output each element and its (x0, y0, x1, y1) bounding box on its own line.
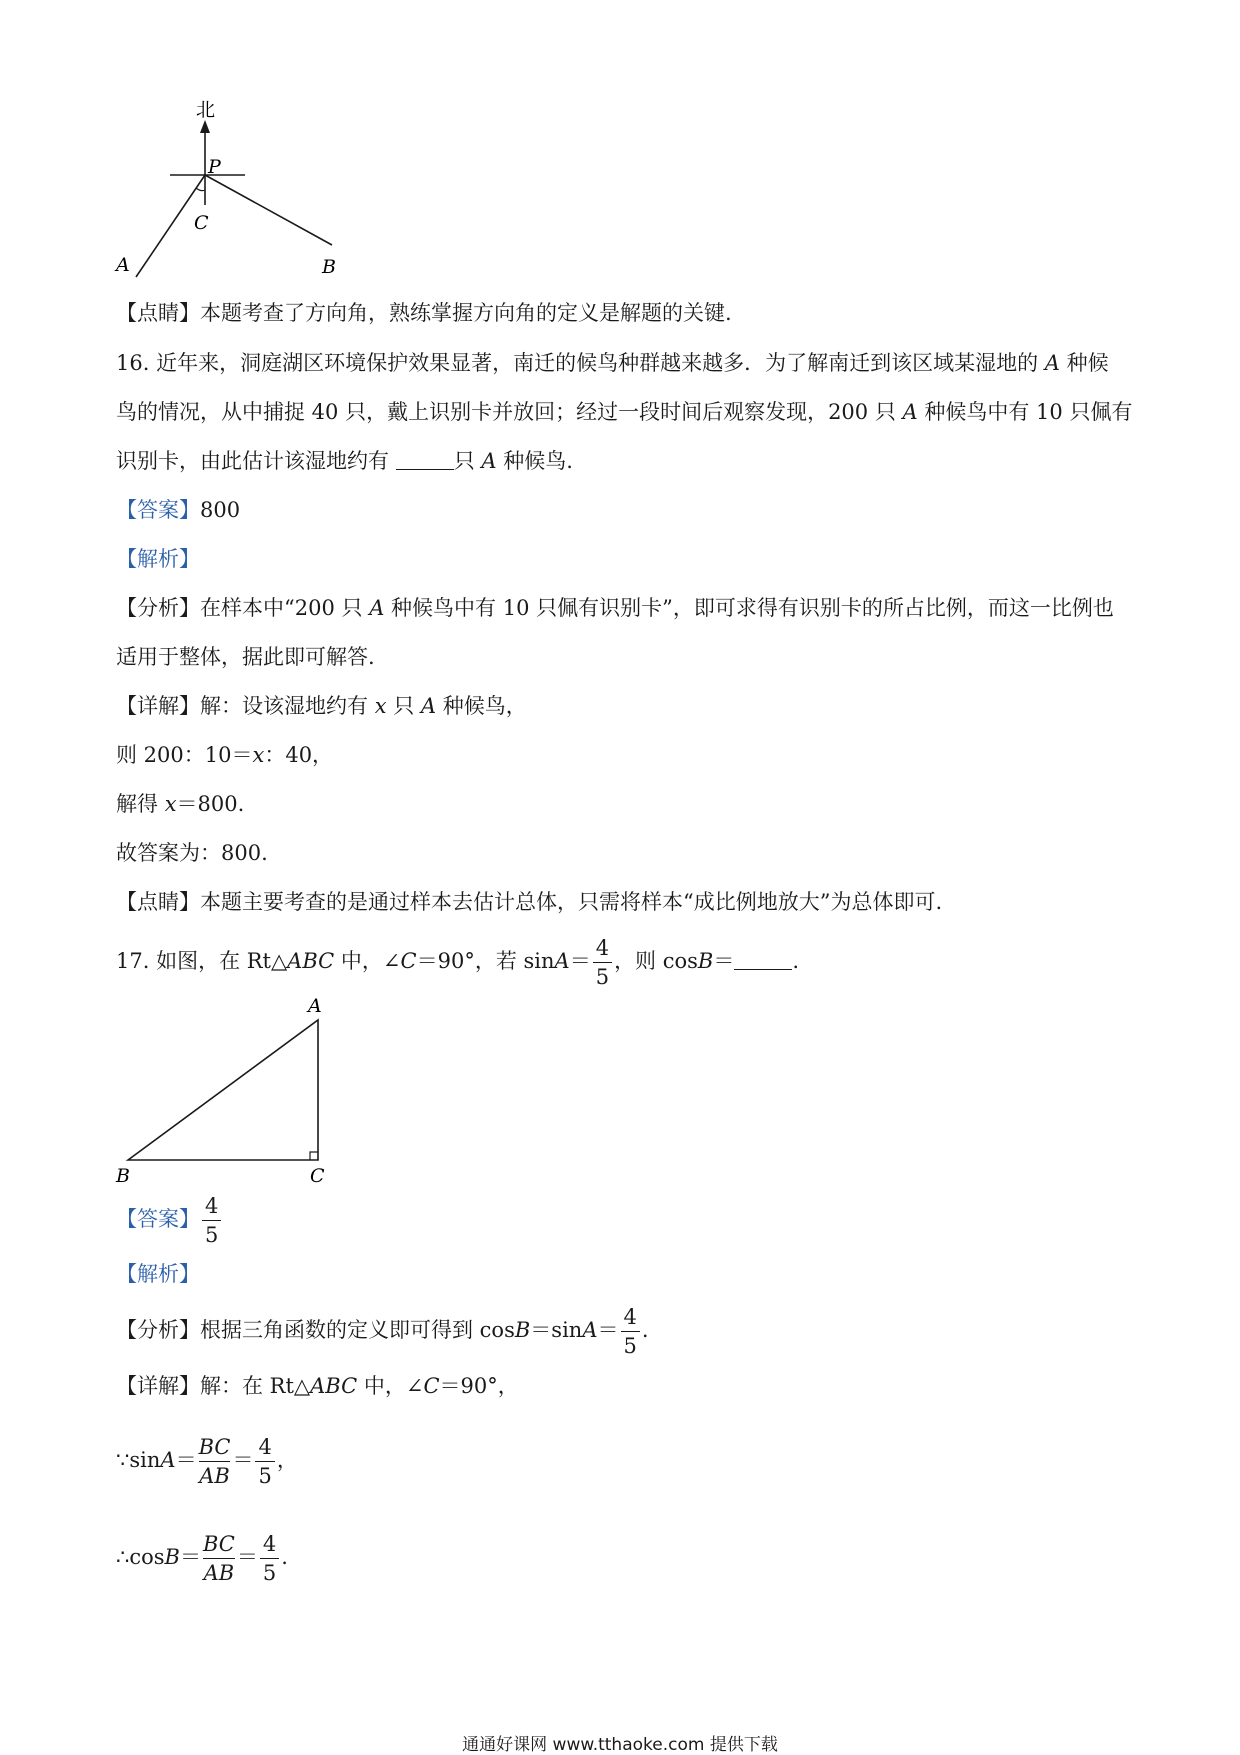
point-a-label: A (116, 254, 130, 276)
point-c-label: C (194, 212, 209, 234)
north-label: 北 (196, 99, 216, 121)
q16-answer: 【答案】800 (116, 498, 241, 522)
q15-tip: 【点睛】本题考查了方向角，熟练掌握方向角的定义是解题的关键. (116, 301, 732, 325)
vertex-b-label: B (116, 1165, 130, 1187)
q17-therefore: ∴cosB＝ $\frac{BC}{AB}$ ＝ $\frac{4}{5}$ . (116, 1531, 288, 1585)
point-b-label: B (322, 256, 336, 278)
vertex-c-label: C (310, 1165, 325, 1187)
q16-detail-1: 【详解】解：设该湿地约有 x 只 A 种候鸟， (116, 694, 527, 718)
fraction: $\frac{4}{5}$ (593, 938, 612, 988)
fraction: $\frac{BC}{AB}$ (198, 1434, 231, 1488)
fraction: $\frac{4}{5}$ (202, 1196, 221, 1246)
q17-analysis-tag: 【解析】 (116, 1262, 200, 1286)
q16-tip: 【点睛】本题主要考查的是通过样本去估计总体，只需将样本“成比例地放大”为总体即可. (116, 890, 943, 914)
fraction: $\frac{4}{5}$ (621, 1307, 640, 1357)
q16-step-3: 故答案为：800. (116, 841, 268, 865)
point-p-label: P (208, 156, 221, 178)
q16-line3: 识别卡，由此估计该湿地约有 只 A 种候鸟. (116, 449, 573, 473)
compass-figure (100, 95, 360, 295)
north-arrow-icon (200, 120, 210, 133)
q17-answer: 【答案】 $\frac{4}{5}$ (116, 1192, 223, 1246)
q17-detail: 【详解】解：在 Rt△ABC 中，∠C＝90°， (116, 1374, 519, 1398)
fraction: $\frac{4}{5}$ (260, 1534, 279, 1584)
q17-fenxi: 【分析】根据三角函数的定义即可得到 cosB＝sinA＝ $\frac{4}{5}$ . (116, 1304, 649, 1358)
q16-line2: 鸟的情况，从中捕捉 40 只，戴上识别卡并放回；经过一段时间后观察发现，200 只 A 种候鸟中有 10 只佩有 (116, 400, 1133, 424)
q16-step-1: 则 200：10＝x：40， (116, 743, 334, 767)
answer-blank (396, 449, 454, 470)
q17-question: 17. 如图，在 Rt△ABC 中，∠C＝90°，若 sinA＝ $\frac{4}{5}$ ，则 cosB＝ . (116, 935, 800, 989)
fraction: $\frac{BC}{AB}$ (202, 1531, 235, 1585)
page-footer: 通通好课网 www.tthaoke.com 提供下载 (462, 1735, 778, 1755)
answer-blank (734, 949, 792, 970)
q16-line1: 16. 近年来，洞庭湖区环境保护效果显著，南迁的候鸟种群越来越多．为了解南迁到该区域某湿地的 A 种候 (116, 351, 1109, 375)
triangle-figure (100, 990, 360, 1190)
vertex-a-label: A (308, 995, 322, 1017)
q17-since: ∵sinA＝ $\frac{BC}{AB}$ ＝ $\frac{4}{5}$ ， (116, 1434, 298, 1488)
q16-analysis-tag: 【解析】 (116, 547, 200, 571)
q16-fenxi-1: 【分析】在样本中“200 只 A 种候鸟中有 10 只佩有识别卡”，即可求得有识别卡的所占比例，而这一比例也 (116, 596, 1114, 620)
fraction: $\frac{4}{5}$ (255, 1437, 274, 1487)
q16-fenxi-2: 适用于整体，据此即可解答. (116, 645, 375, 669)
q16-step-2: 解得 x＝800. (116, 792, 245, 816)
